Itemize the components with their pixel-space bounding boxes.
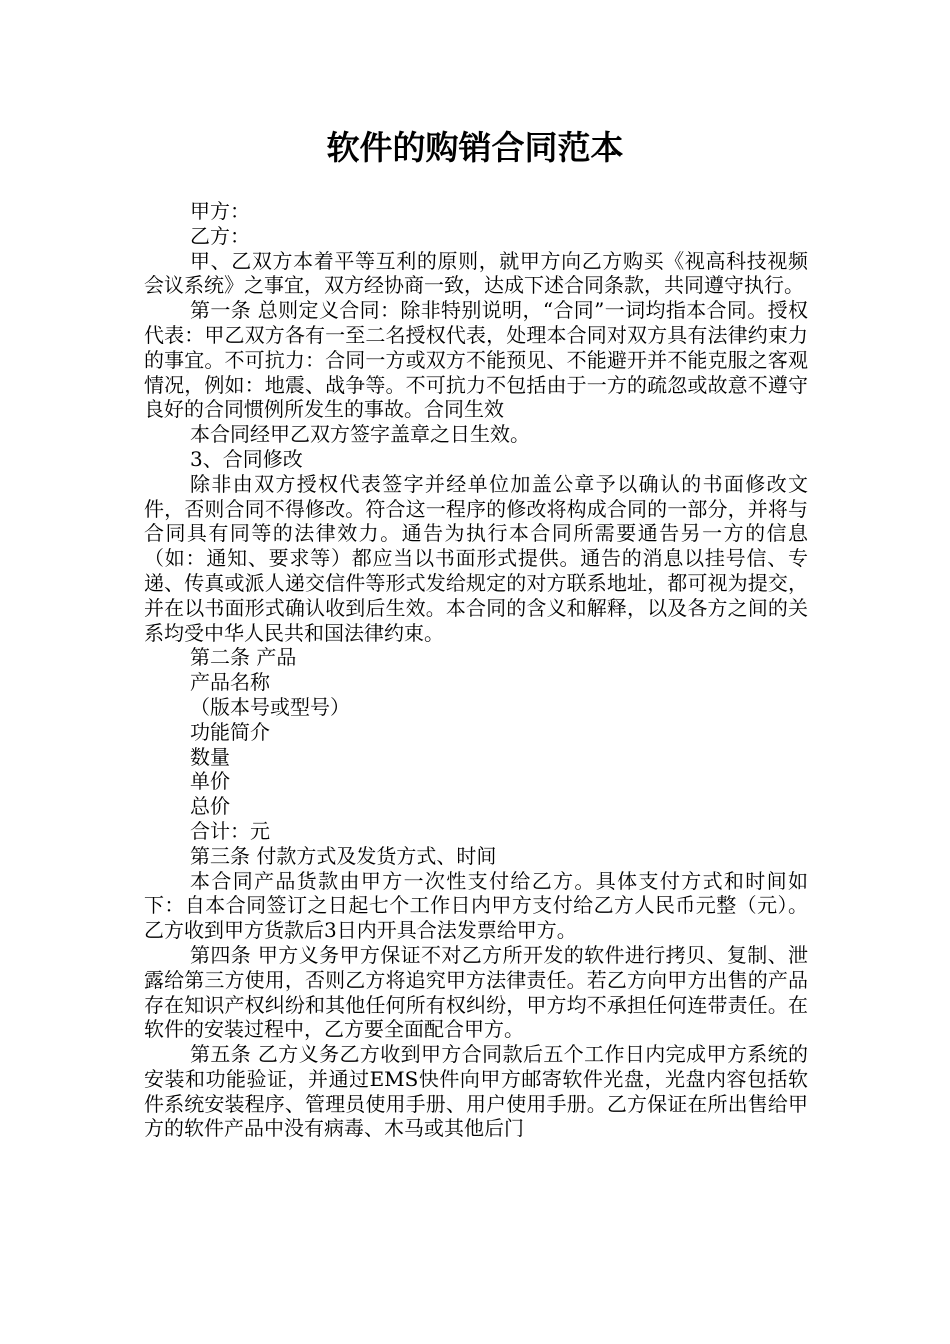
version-line: （版本号或型号） — [190, 694, 350, 719]
party-b-line: 乙方： — [190, 223, 250, 248]
sum-line: 合计：元 — [190, 818, 270, 843]
article-2-heading: 第二条 产品 — [190, 645, 297, 670]
total-price-line: 总价 — [190, 794, 230, 819]
article-3-heading: 第三条 付款方式及发货方式、时间 — [190, 843, 497, 868]
document-body — [144, 199, 808, 1141]
party-a-line: 甲方： — [190, 199, 250, 223]
payment-paragraph: 本合同产品货款由甲方一次性支付给乙方。具体支付方式和时间如下：自本合同签订之日起七个工作日内甲方支付给乙方人民币元整（元）。乙方收到甲方货款后3日内开具合法发票给甲方。 — [144, 868, 808, 943]
product-name-line: 产品名称 — [190, 670, 270, 695]
amendment-heading: 3、合同修改 — [190, 446, 303, 471]
article-1-paragraph: 第一条 总则定义合同：除非特别说明，“合同”一词均指本合同。授权代表：甲乙双方各有一至二名授权代表，处理本合同对双方具有法律约束力的事宜。不可抗力：合同一方或双方不能预见、不能避开并不能克服之客观情况，例如：地震、战争等。不可抗力不包括由于一方的疏忽或故意不遵守良好的合同惯例所发生的事故。合同生效 — [144, 298, 808, 422]
amendment-paragraph: 除非由双方授权代表签字并经单位加盖公章予以确认的书面修改文件，否则合同不得修改。符合这一程序的修改将构成合同的一部分，并将与合同具有同等的法律效力。通告为执行本合同所需要通告另一方的信息（如：通知、要求等）都应当以书面形式提供。通告的消息以挂号信、专递、传真或派人递交信件等形式发给规定的对方联系地址，都可视为提交，并在以书面形式确认收到后生效。本合同的含义和解释，以及各方之间的关系均受中华人民共和国法律约束。 — [144, 471, 808, 645]
article-4-paragraph: 第四条 甲方义务甲方保证不对乙方所开发的软件进行拷贝、复制、泄露给第三方使用，否则乙方将追究甲方法律责任。若乙方向甲方出售的产品存在知识产权纠纷和其他任何所有权纠纷，甲方均不承担任何连带责任。在软件的安装过程中，乙方要全面配合甲方。 — [144, 942, 808, 1042]
article-5-paragraph: 第五条 乙方义务乙方收到甲方合同款后五个工作日内完成甲方系统的安装和功能验证，并通过EMS快件向甲方邮寄软件光盘，光盘内容包括软件系统安装程序、管理员使用手册、用户使用手册。乙方保证在所出售给甲方的软件产品中没有病毒、木马或其他后门 — [144, 1042, 808, 1141]
document-title: 软件的购销合同范本 — [326, 128, 624, 167]
preamble-paragraph: 甲、乙双方本着平等互利的原则，就甲方向乙方购买《视高科技视频会议系统》之事宜，双方经协商一致，达成下述合同条款，共同遵守执行。 — [144, 248, 808, 298]
quantity-line: 数量 — [190, 744, 230, 769]
function-line: 功能简介 — [190, 719, 270, 744]
effective-paragraph: 本合同经甲乙双方签字盖章之日生效。 — [190, 422, 530, 447]
unit-price-line: 单价 — [190, 769, 230, 794]
